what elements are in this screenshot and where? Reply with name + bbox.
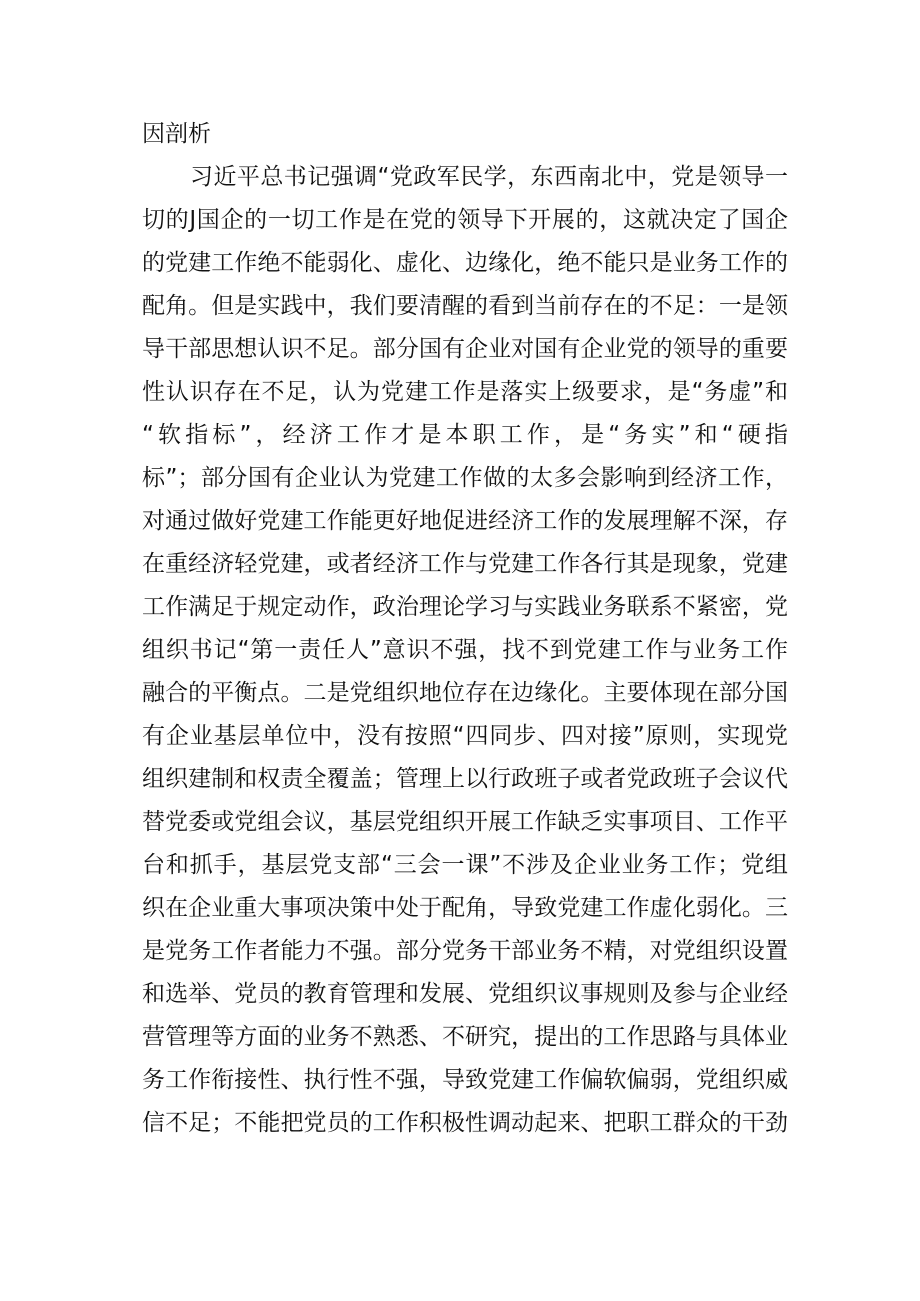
text-line-13: 组织书记“第一责任人”意识不强，找不到党建工作与业务工作 bbox=[142, 637, 788, 663]
text-line-10: 对通过做好党建工作能更好地促进经济工作的发展理解不深，存 bbox=[142, 508, 788, 534]
text-line-3: 切的J国企的一切工作是在党的领导下开展的，这就决定了国企 bbox=[142, 207, 788, 233]
text-line-20: 是党务工作者能力不强。部分党务干部业务不精，对党组织设置 bbox=[142, 938, 788, 964]
text-line-18: 台和抓手，基层党支部“三会一课”不涉及企业业务工作；党组 bbox=[142, 852, 788, 878]
paragraph-start-line: 习近平总书记强调“党政军民学，东西南北中，党是领导一 bbox=[190, 164, 788, 190]
text-line-7: 性认识存在不足，认为党建工作是落实上级要求，是“务虚”和 bbox=[142, 379, 788, 405]
text-line-17: 替党委或党组会议，基层党组织开展工作缺乏实事项目、工作平 bbox=[142, 809, 788, 835]
text-line-22: 营管理等方面的业务不熟悉、不研究，提出的工作思路与具体业 bbox=[142, 1024, 788, 1050]
text-line-9: 标”；部分国有企业认为党建工作做的太多会影响到经济工作， bbox=[142, 465, 788, 491]
text-line-11: 在重经济轻党建，或者经济工作与党建工作各行其是现象，党建 bbox=[142, 551, 788, 577]
text-line-24: 信不足；不能把党员的工作积极性调动起来、把职工群众的干劲 bbox=[142, 1110, 788, 1136]
text-line-16: 组织建制和权责全覆盖；管理上以行政班子或者党政班子会议代 bbox=[142, 766, 788, 792]
text-line-1: 因剖析 bbox=[142, 121, 211, 147]
text-line-8: “软指标”，经济工作才是本职工作，是“务实”和“硬指 bbox=[142, 422, 788, 448]
text-line-23: 务工作衔接性、执行性不强，导致党建工作偏软偏弱，党组织威 bbox=[142, 1067, 788, 1093]
text-line-5: 配角。但是实践中，我们要清醒的看到当前存在的不足：一是领 bbox=[142, 293, 788, 319]
text-line-21: 和选举、党员的教育管理和发展、党组织议事规则及参与企业经 bbox=[142, 981, 788, 1007]
text-line-15: 有企业基层单位中，没有按照“四同步、四对接”原则，实现党 bbox=[142, 723, 788, 749]
text-line-6: 导干部思想认识不足。部分国有企业对国有企业党的领导的重要 bbox=[142, 336, 788, 362]
text-line-12: 工作满足于规定动作，政治理论学习与实践业务联系不紧密，党 bbox=[142, 594, 788, 620]
text-line-14: 融合的平衡点。二是党组织地位存在边缘化。主要体现在部分国 bbox=[142, 680, 788, 706]
text-line-19: 织在企业重大事项决策中处于配角，导致党建工作虚化弱化。三 bbox=[142, 895, 788, 921]
text-line-4: 的党建工作绝不能弱化、虚化、边缘化，绝不能只是业务工作的 bbox=[142, 250, 788, 276]
